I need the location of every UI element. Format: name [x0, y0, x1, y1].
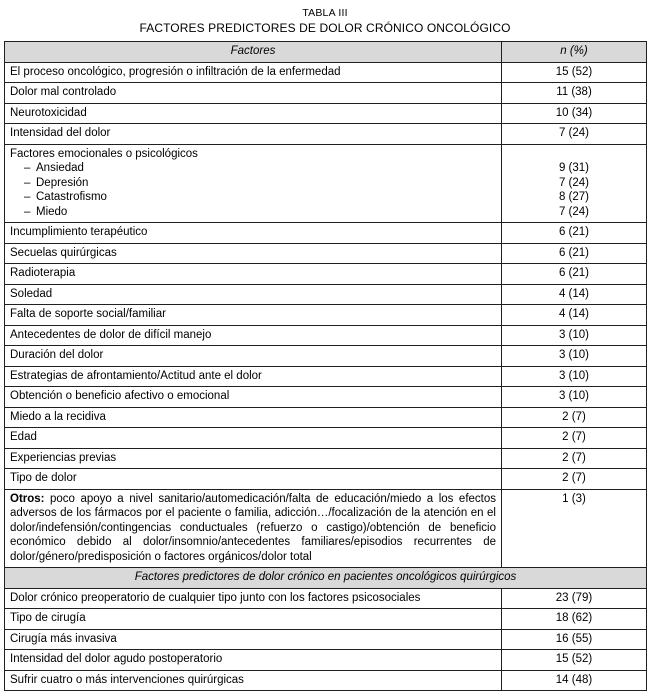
header-factors: Factores — [5, 42, 502, 63]
n-cell: 3 (10) — [502, 325, 647, 346]
factor-cell: Radioterapia — [5, 264, 502, 285]
factor-cell: Miedo a la recidiva — [5, 407, 502, 428]
list-item — [24, 190, 496, 205]
factor-cell: Incumplimiento terapéutico — [5, 223, 502, 244]
list-item — [24, 176, 496, 191]
n-cell-emotional — [502, 144, 647, 223]
dash-bullet: – — [24, 191, 31, 203]
n-cell: 15 (52) — [502, 650, 647, 671]
factor-cell: Falta de soporte social/familiar — [5, 305, 502, 326]
n-cell: 1 (3) — [502, 489, 647, 568]
table-row — [5, 629, 647, 650]
table-row — [5, 62, 647, 83]
n-cell: 3 (10) — [502, 387, 647, 408]
factor-cell: Tipo de dolor — [5, 469, 502, 490]
n-cell: 6 (21) — [502, 243, 647, 264]
table-row — [5, 346, 647, 367]
table-row — [5, 407, 647, 428]
n-cell: 6 (21) — [502, 223, 647, 244]
n-cell: 2 (7) — [502, 428, 647, 449]
n-cell: 7 (24) — [558, 205, 590, 218]
factor-cell: Experiencias previas — [5, 448, 502, 469]
factor-cell: Tipo de cirugía — [5, 609, 502, 630]
table-row — [5, 448, 647, 469]
list-item — [24, 205, 496, 220]
emotional-sublist — [10, 161, 496, 219]
table-row — [5, 428, 647, 449]
factor-cell: Sufrir cuatro o más intervenciones quirúrgicas — [5, 670, 502, 691]
factor-cell: Secuelas quirúrgicas — [5, 243, 502, 264]
factor-cell: Intensidad del dolor — [5, 124, 502, 145]
dash-bullet: – — [24, 176, 31, 189]
table-row — [5, 387, 647, 408]
n-cell: 14 (48) — [502, 670, 647, 691]
n-cell: 3 (10) — [502, 346, 647, 367]
n-cell: 16 (55) — [502, 629, 647, 650]
n-cell: 4 (14) — [502, 284, 647, 305]
factor-cell: Duración del dolor — [5, 346, 502, 367]
factor-cell: Dolor mal controlado — [5, 83, 502, 104]
otros-label: Otros: — [10, 492, 45, 505]
factor-cell: Cirugía más invasiva — [5, 629, 502, 650]
list-item-label: Depresión — [36, 176, 89, 189]
n-cell: 2 (7) — [502, 407, 647, 428]
n-cell: 2 (7) — [502, 469, 647, 490]
table-row — [5, 124, 647, 145]
n-cell: 8 (27) — [558, 191, 590, 203]
table-row — [5, 223, 647, 244]
dash-bullet: – — [24, 162, 31, 174]
table-row — [5, 650, 647, 671]
n-cell: 6 (21) — [502, 264, 647, 285]
n-cell: 3 (10) — [502, 366, 647, 387]
n-cell: 15 (52) — [502, 62, 647, 83]
table-row — [5, 103, 647, 124]
n-cell: 9 (31) — [558, 162, 590, 174]
table-row — [5, 325, 647, 346]
table-row-emotional — [5, 144, 647, 223]
factor-cell: Intensidad del dolor agudo postoperatorio — [5, 650, 502, 671]
factor-cell: Dolor crónico preoperatorio de cualquier tipo junto con los factores psicosociales — [5, 588, 502, 609]
factor-cell: Soledad — [5, 284, 502, 305]
table-row — [5, 366, 647, 387]
n-cell: 23 (79) — [502, 588, 647, 609]
table-row — [5, 469, 647, 490]
list-item — [24, 161, 496, 176]
dash-bullet: – — [24, 205, 31, 218]
factor-cell: Estrategias de afrontamiento/Actitud ante el dolor — [5, 366, 502, 387]
otros-text: poco apoyo a nivel sanitario/automedicación/falta de educación/miedo a los efectos adversos de los fármacos por el paciente o familia, adicción…/focalización de la atención en el dolor/indefensión/contingencias conductuales (refuerzo o castigo)/obtención de beneficio económico debido al dolor/insomnio/antecedentes familiares/episodios recurrentes de dolor/género/predisposición o factores orgánicos/dolor total — [10, 492, 496, 563]
table-row — [5, 670, 647, 691]
page-title: FACTORES PREDICTORES DE DOLOR CRÓNICO ONCOLÓGICO — [139, 21, 511, 35]
n-cell: 10 (34) — [502, 103, 647, 124]
n-cell: 7 (24) — [502, 124, 647, 145]
table-row — [5, 609, 647, 630]
table-header-row — [5, 42, 647, 63]
table-row — [5, 305, 647, 326]
list-item-label: Catastrofismo — [36, 191, 107, 203]
predictive-factors-table — [4, 41, 647, 691]
table-row — [5, 243, 647, 264]
table-row — [5, 264, 647, 285]
list-item-label: Ansiedad — [36, 162, 84, 174]
n-cell: 18 (62) — [502, 609, 647, 630]
n-cell: 7 (24) — [558, 176, 590, 189]
factor-cell: Edad — [5, 428, 502, 449]
section-title: Factores predictores de dolor crónico en pacientes oncológicos quirúrgicos — [5, 568, 647, 589]
factor-cell-emotional — [5, 144, 502, 223]
table-label: TABLA III — [302, 7, 348, 19]
factor-cell: Neurotoxicidad — [5, 103, 502, 124]
section-header-row — [5, 568, 647, 589]
factor-cell: Antecedentes de dolor de difícil manejo — [5, 325, 502, 346]
table-row — [5, 284, 647, 305]
table-row — [5, 588, 647, 609]
table-row-otros — [5, 489, 647, 568]
table-row — [5, 83, 647, 104]
emotional-title: Factores emocionales o psicológicos — [10, 147, 198, 160]
factor-cell-otros — [5, 489, 502, 568]
n-cell: 2 (7) — [502, 448, 647, 469]
factor-cell: Obtención o beneficio afectivo o emocional — [5, 387, 502, 408]
n-cell: 4 (14) — [502, 305, 647, 326]
factor-cell: El proceso oncológico, progresión o infiltración de la enfermedad — [5, 62, 502, 83]
header-n-percent: n (%) — [502, 42, 647, 63]
n-cell: 11 (38) — [502, 83, 647, 104]
list-item-label: Miedo — [36, 205, 68, 218]
